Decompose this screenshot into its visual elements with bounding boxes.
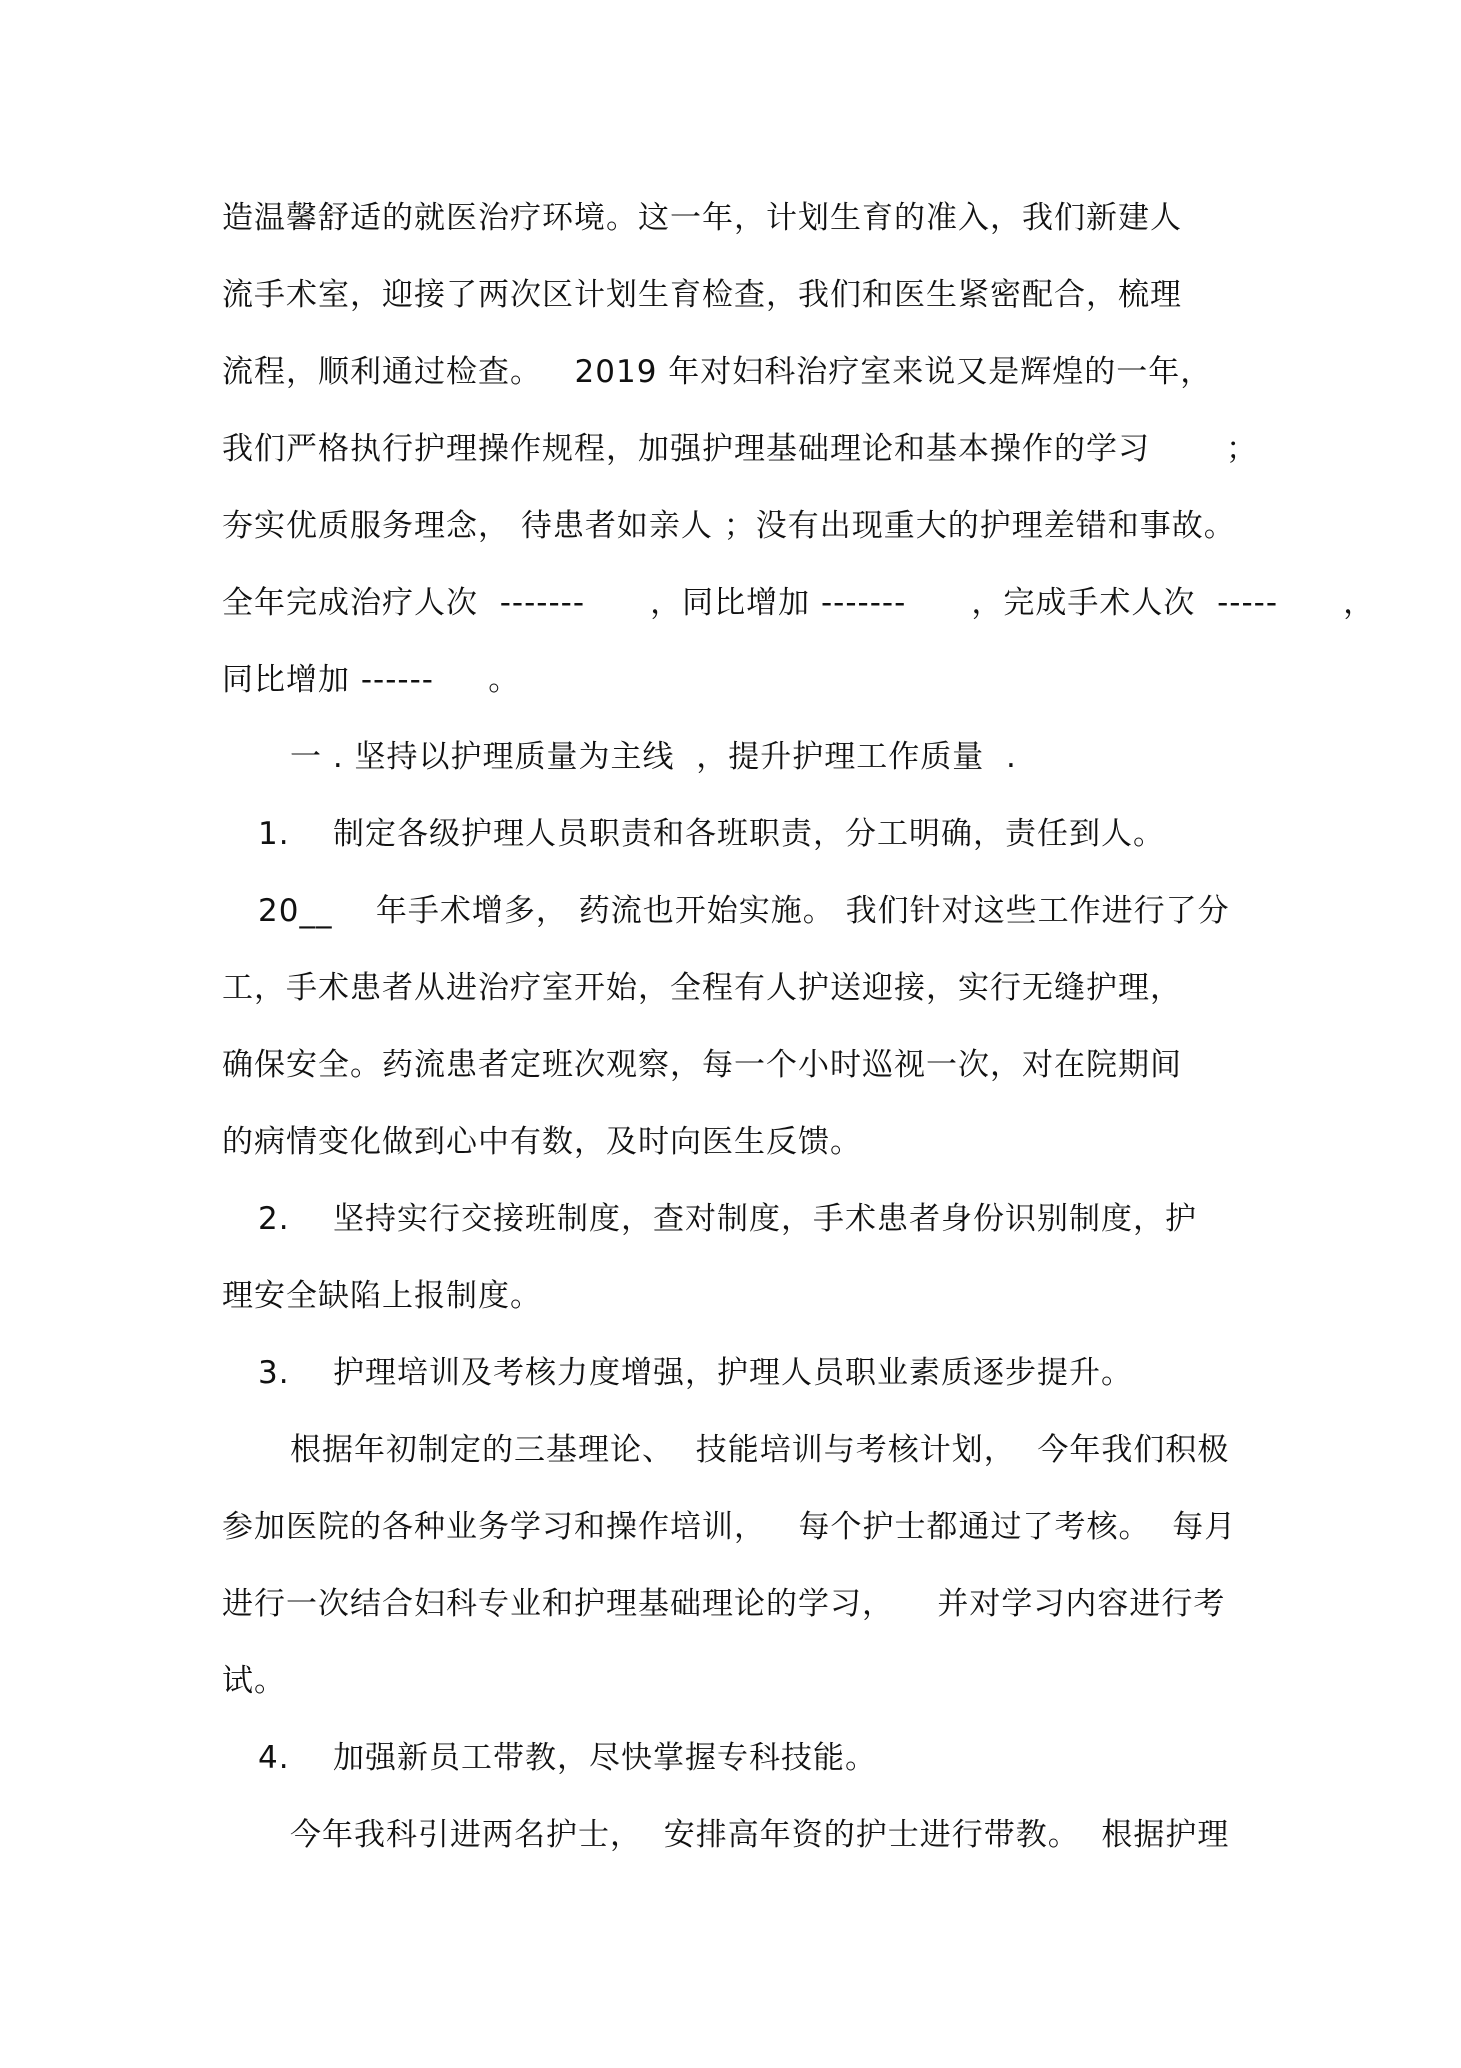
text-line: 根据年初制定的三基理论、 技能培训与考核计划， 今年我们积极 [290,1432,1230,1468]
list-item-heading: 2. 坚持实行交接班制度，查对制度，手术患者身份识别制度，护 [258,1201,1197,1237]
text-line: 夯实优质服务理念， 待患者如亲人 ；没有出现重大的护理差错和事故。 [222,508,1236,544]
text-line: 造温馨舒适的就医治疗环境。这一年，计划生育的准入，我们新建人 [222,200,1182,236]
text-line: 全年完成治疗人次 ------- ，同比增加 ------- ，完成手术人次 ----- ， [222,585,1376,621]
text-line: 今年我科引进两名护士， 安排高年资的护士进行带教。 根据护理 [290,1817,1230,1853]
text-line: 流手术室，迎接了两次区计划生育检查，我们和医生紧密配合，梳理 [222,277,1182,313]
text-line: 流程，顺利通过检查。 2019 年对妇科治疗室来说又是辉煌的一年， [222,354,1213,390]
text-line: 进行一次结合妇科专业和护理基础理论的学习， 并对学习内容进行考 [222,1586,1226,1622]
text-line: 20__ 年手术增多， 药流也开始实施。 我们针对这些工作进行了分 [258,893,1230,929]
list-item-heading: 4. 加强新员工带教，尽快掌握专科技能。 [258,1740,877,1776]
text-line: 我们严格执行护理操作规程，加强护理基础理论和基本操作的学习 ； [222,431,1258,467]
section-heading: 一 . 坚持以护理质量为主线 ，提升护理工作质量 . [290,739,1017,775]
text-line: 参加医院的各种业务学习和操作培训， 每个护士都通过了考核。 每月 [222,1509,1237,1545]
text-line: 确保安全。药流患者定班次观察，每一个小时巡视一次，对在院期间 [222,1047,1182,1083]
text-line: 试。 [222,1663,286,1699]
list-item-heading: 3. 护理培训及考核力度增强，护理人员职业素质逐步提升。 [258,1355,1133,1391]
list-item-heading: 1. 制定各级护理人员职责和各班职责，分工明确，责任到人。 [258,816,1165,852]
text-line: 的病情变化做到心中有数，及时向医生反馈。 [222,1124,862,1160]
text-line: 理安全缺陷上报制度。 [222,1278,542,1314]
text-line: 同比增加 ------ 。 [222,662,521,698]
text-line: 工，手术患者从进治疗室开始，全程有人护送迎接，实行无缝护理， [222,970,1182,1006]
